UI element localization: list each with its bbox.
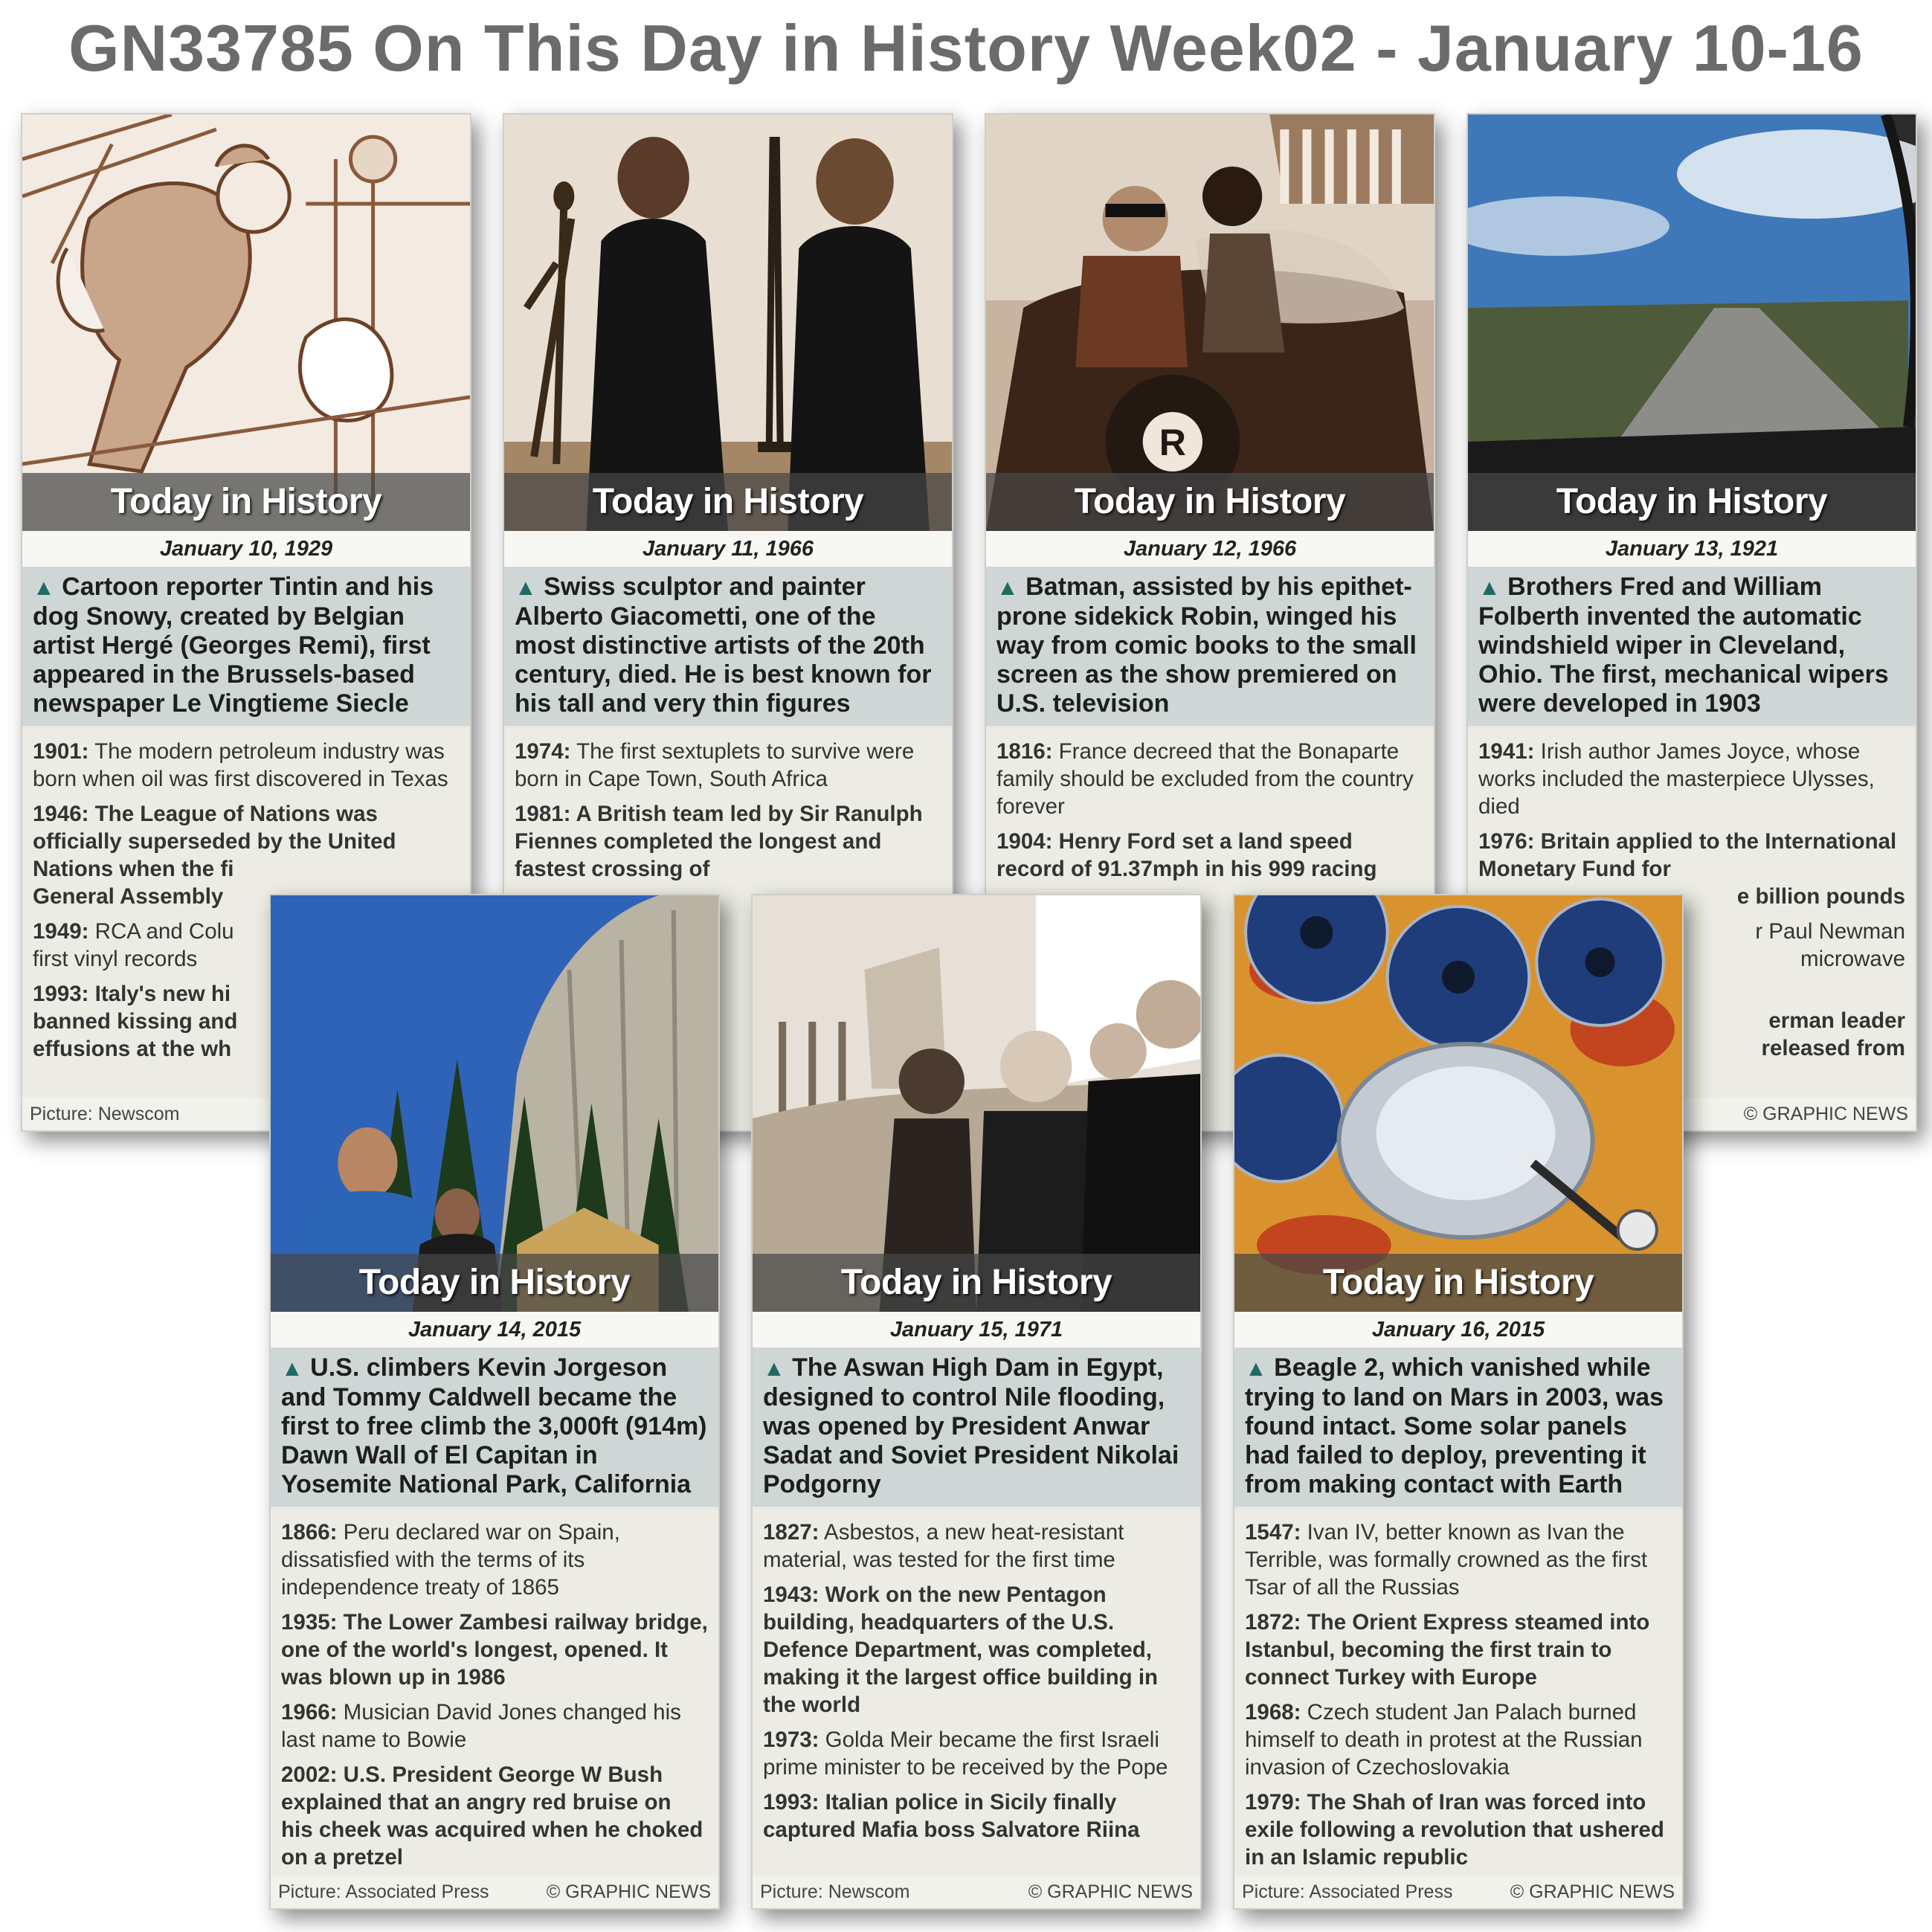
headline-text: Brothers Fred and William Folberth invented the automatic windshield wiper in Cleveland, Ohio. The first, mechanical wipers were developed in 1903 (1478, 573, 1889, 718)
event-item (1245, 1519, 1672, 1601)
headline-text: Batman, assisted by his epithet-prone sidekick Robin, winged his way from comic books to the small screen as the show premiered on U.S. television (996, 573, 1417, 718)
card-jan-14 (269, 894, 720, 1910)
event-text: The Shah of Iran was forced into exile following a revolution that ushered in an Islamic republic (1245, 1790, 1664, 1870)
event-text: The modern petroleum industry was born when oil was first discovered in Texas (33, 739, 448, 791)
event-text: Italy's new hi (88, 982, 231, 1006)
event-year: 1979: (1245, 1790, 1301, 1815)
event-text: Asbestos, a new heat-resistant material, was tested for the first time (763, 1520, 1124, 1572)
triangle-icon: ▲ (763, 1356, 785, 1381)
picture-credit: Picture: Associated Press (278, 1881, 489, 1902)
today-in-history-banner: Today in History (504, 473, 952, 531)
event-text: Work on the new Pentagon building, headquarters of the U.S. Defence Department, was completed, making it the largest office building in the world (763, 1582, 1159, 1717)
photo-aswan-dam (753, 895, 1200, 1312)
event-year: 1547: (1245, 1520, 1301, 1545)
event-date: January 16, 2015 (1234, 1312, 1682, 1347)
event-text: Golda Meir became the first Israeli prime minister to be received by the Pope (763, 1727, 1168, 1780)
event-text: The first sextuplets to survive were born in Cape Town, South Africa (515, 739, 915, 791)
svg-text:R: R (1159, 422, 1187, 463)
picture-credit: Picture: Associated Press (1242, 1881, 1453, 1902)
event-item (33, 738, 460, 793)
event-item (763, 1788, 1190, 1844)
headline-text: Beagle 2, which vanished while trying to land on Mars in 2003, was found intact. Some solar panels had failed to deploy, preventing it from making contact with Earth (1245, 1353, 1664, 1498)
today-in-history-banner: Today in History (986, 473, 1434, 531)
event-text: erman leader (1768, 1008, 1905, 1033)
event-item (1245, 1698, 1672, 1781)
event-year: 1866: (281, 1520, 338, 1545)
event-text: Britain applied to the International Monetary Fund for (1478, 829, 1897, 881)
event-item (33, 800, 460, 883)
event-item (1245, 1609, 1672, 1691)
card-footer (753, 1875, 1200, 1908)
event-year: 1827: (763, 1520, 820, 1545)
today-in-history-banner: Today in History (1468, 473, 1916, 531)
event-text: microwave (1800, 947, 1905, 971)
headline (753, 1347, 1200, 1510)
events-list (271, 1510, 718, 1871)
event-item (1478, 738, 1905, 820)
event-text: The League of Nations was officially superseded by the United Nations when the fi (33, 802, 396, 881)
headline-text: The Aswan High Dam in Egypt, designed to control Nile flooding, was opened by President Anwar Sadat and Soviet President Nikolai Podgorny (763, 1353, 1179, 1498)
event-text: Irish author James Joyce, whose works included the masterpiece Ulysses, died (1478, 739, 1875, 819)
card-jan-16 (1233, 894, 1684, 1910)
event-year: 1901: (33, 739, 89, 764)
event-text: e billion pounds (1736, 884, 1905, 909)
event-year: 1943: (763, 1582, 820, 1607)
event-item (281, 1609, 708, 1691)
photo-giacometti (504, 115, 952, 531)
event-year: 1993: (763, 1790, 820, 1815)
photo-beagle-2 (1234, 895, 1682, 1312)
graphic-news-credit: © GRAPHIC NEWS (1743, 1104, 1908, 1124)
triangle-icon: ▲ (33, 576, 55, 600)
events-list (1234, 1510, 1682, 1871)
triangle-icon: ▲ (1245, 1356, 1267, 1381)
headline-text: U.S. climbers Kevin Jorgeson and Tommy Caldwell became the first to free climb the 3,000ft (914m) Dawn Wall of El Capitan in Yosemite National Park, California (281, 1353, 707, 1498)
today-in-history-banner: Today in History (1234, 1254, 1682, 1312)
triangle-icon: ▲ (996, 576, 1019, 600)
event-year: 1946: (33, 802, 89, 826)
picture-credit: Picture: Newscom (30, 1104, 180, 1124)
event-item (996, 828, 1423, 883)
event-text: A British team led by Sir Ranulph Fiennes completed the longest and fastest crossing of (515, 802, 923, 881)
event-year: 1968: (1245, 1700, 1301, 1725)
event-year: 1816: (996, 739, 1053, 764)
event-text: banned kissing and (33, 1009, 238, 1034)
events-list (753, 1510, 1200, 1844)
triangle-icon: ▲ (281, 1356, 303, 1381)
photo-tintin (22, 115, 470, 531)
event-text: Peru declared war on Spain, dissatisfied with the terms of its independence treaty of 1865 (281, 1520, 620, 1600)
event-year: 1966: (281, 1700, 338, 1725)
event-text: Henry Ford set a land speed record of 91.37mph in his 999 racing (996, 829, 1377, 881)
events-list (504, 729, 952, 883)
picture-credit: Picture: Newscom (760, 1881, 910, 1902)
event-date: January 15, 1971 (753, 1312, 1200, 1347)
photo-batman (986, 115, 1434, 531)
event-text: General Assembly (33, 884, 224, 909)
event-text: Ivan IV, better known as Ivan the Terrible, was formally crowned as the first Tsar of all the Russias (1245, 1520, 1648, 1600)
event-year: 1949: (33, 919, 89, 944)
event-year: 1935: (281, 1610, 338, 1635)
headline (986, 567, 1434, 729)
headline-text: Cartoon reporter Tintin and his dog Snowy, created by Belgian artist Hergé (Georges Remi), first appeared in the Brussels-based newspaper Le Vingtieme Siecle (33, 573, 434, 718)
event-year: 1981: (515, 802, 571, 826)
page-title: GN33785 On This Day in History Week02 - January 10-16 (68, 11, 1864, 85)
photo-windshield (1468, 115, 1916, 531)
event-year: 1973: (763, 1727, 820, 1752)
today-in-history-banner: Today in History (753, 1254, 1200, 1312)
headline (1468, 567, 1916, 729)
event-text: France decreed that the Bonaparte family should be excluded from the country forever (996, 739, 1414, 819)
event-text: Czech student Jan Palach burned himself to death in protest at the Russian invasion of Czechoslovakia (1245, 1700, 1643, 1780)
event-year: 1976: (1478, 829, 1535, 854)
event-text: RCA and Colu (88, 919, 234, 944)
event-item (763, 1519, 1190, 1574)
event-text: r Paul Newman (1755, 919, 1905, 944)
graphic-news-credit: © GRAPHIC NEWS (546, 1881, 711, 1902)
graphic-news-credit: © GRAPHIC NEWS (1028, 1881, 1193, 1902)
event-year: 2002: (281, 1762, 338, 1787)
headline (1234, 1347, 1682, 1510)
event-item (1478, 828, 1905, 883)
event-year: 1993: (33, 982, 89, 1006)
event-date: January 13, 1921 (1468, 531, 1916, 567)
event-text: The Orient Express steamed into Istanbul, becoming the first train to connect Turkey with Europe (1245, 1610, 1650, 1690)
headline (22, 567, 470, 729)
card-footer (1234, 1875, 1682, 1908)
event-item (515, 800, 941, 883)
event-year: 1974: (515, 739, 571, 764)
event-year: 1941: (1478, 739, 1535, 764)
event-item (763, 1726, 1190, 1781)
graphic-news-credit: © GRAPHIC NEWS (1510, 1881, 1675, 1902)
event-date: January 12, 1966 (986, 531, 1434, 567)
event-text: U.S. President George W Bush explained that an angry red bruise on his cheek was acquired when he choked on a pretzel (281, 1762, 703, 1870)
event-item (281, 1698, 708, 1754)
headline (271, 1347, 718, 1510)
event-text: Musician David Jones changed his last name to Bowie (281, 1700, 681, 1752)
event-year: 1872: (1245, 1610, 1301, 1635)
event-item (763, 1581, 1190, 1719)
event-text: effusions at the wh (33, 1037, 232, 1061)
event-item (996, 738, 1423, 820)
event-year: 1904: (996, 829, 1053, 854)
event-item (281, 1519, 708, 1601)
event-text: Italian police in Sicily finally captured Mafia boss Salvatore Riina (763, 1790, 1140, 1842)
event-date: January 11, 1966 (504, 531, 952, 567)
event-text: first vinyl records (33, 947, 198, 971)
photo-el-capitan (271, 895, 718, 1312)
event-text: released from (1761, 1036, 1905, 1060)
event-item (1245, 1788, 1672, 1871)
event-date: January 10, 1929 (22, 531, 470, 567)
card-jan-15 (751, 894, 1202, 1910)
events-list (986, 729, 1434, 883)
triangle-icon: ▲ (1478, 576, 1501, 600)
headline (504, 567, 952, 729)
headline-text: Swiss sculptor and painter Alberto Giacometti, one of the most distinctive artists of the 20th century, died. He is best known for his tall and very thin figures (515, 573, 932, 718)
event-text: The Lower Zambesi railway bridge, one of the world's longest, opened. It was blown up in 1986 (281, 1610, 708, 1690)
event-date: January 14, 2015 (271, 1312, 718, 1347)
today-in-history-banner: Today in History (22, 473, 470, 531)
event-item (515, 738, 941, 793)
triangle-icon: ▲ (515, 576, 537, 600)
event-item (281, 1761, 708, 1871)
card-footer (271, 1875, 718, 1908)
today-in-history-banner: Today in History (271, 1254, 718, 1312)
